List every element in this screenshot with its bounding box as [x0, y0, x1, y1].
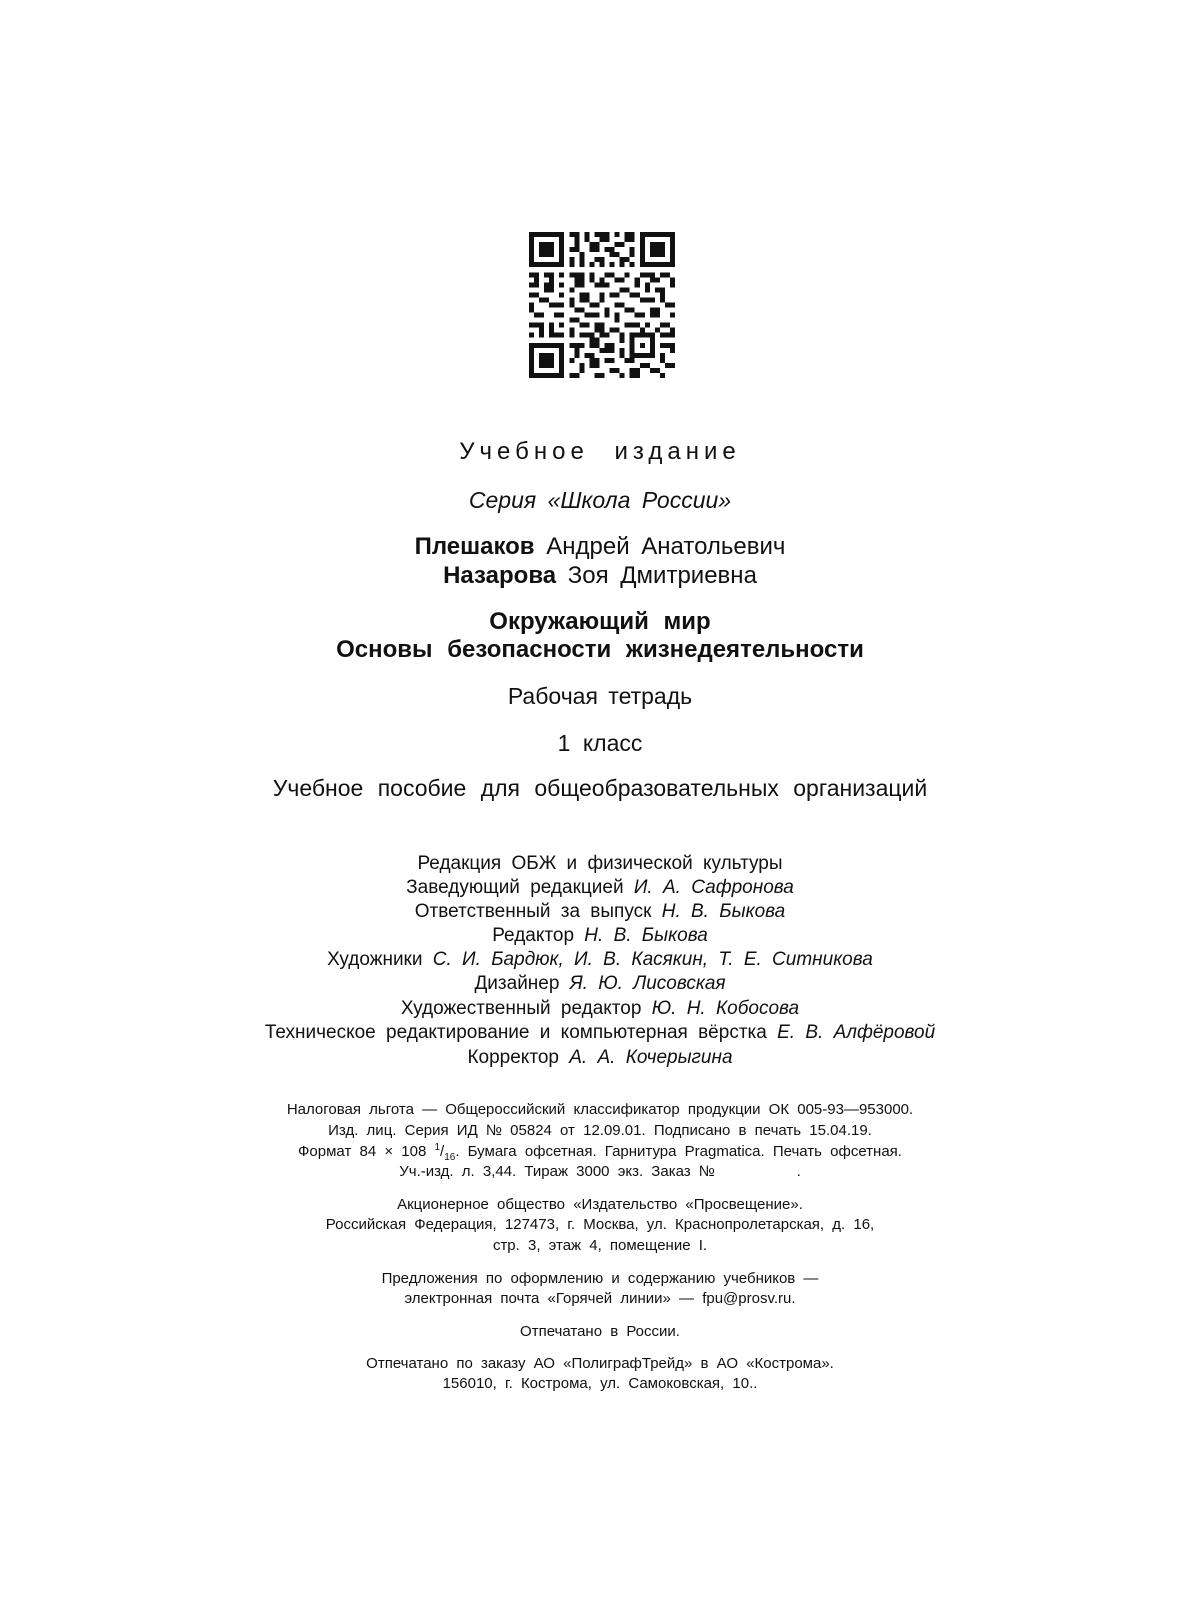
author-given-name: Зоя Дмитриевна — [567, 562, 757, 589]
staff-person: И. А. Сафронова — [633, 877, 794, 898]
author-given-name: Андрей Анатольевич — [546, 533, 786, 560]
format-prefix: Формат 84 × 108 — [298, 1143, 435, 1160]
staff-person: А. А. Кочерыгина — [569, 1047, 733, 1068]
publisher-address: Российская Федерация, 127473, г. Москва, ул. Краснопролетарская, д. 16, — [325, 1216, 875, 1233]
staff-person: Н. В. Быкова — [584, 925, 708, 946]
staff-line — [0, 1047, 1200, 1069]
grade-level: 1 класс — [557, 730, 643, 756]
format-line: Формат 84 × 108 $^1/_{16}$. Бумага офсетная. Гарнитура Pragmatica. Печать офсетная. — [298, 1142, 902, 1163]
publisher-name: Акционерное общество «Издательство «Просвещение». — [397, 1196, 803, 1213]
format-fraction-numerator: 1 — [434, 1142, 441, 1153]
staff-role: Заведующий редакцией — [406, 877, 624, 898]
book-title: Окружающий мир — [489, 608, 711, 635]
staff-line — [0, 973, 1200, 995]
tax-benefit-line: Налоговая льгота — Общероссийский классификатор продукции ОК 005-93—953000. — [286, 1101, 914, 1118]
staff-line — [0, 853, 1200, 875]
feedback-email-line: электронная почта «Горячей линии» — fpu@prosv.ru. — [404, 1290, 796, 1307]
staff-line — [0, 1022, 1200, 1044]
format-fraction-denominator: 16 — [444, 1152, 456, 1163]
staff-person: Я. Ю. Лисовская — [569, 973, 726, 994]
staff-line — [0, 998, 1200, 1020]
book-subtitle: Основы безопасности жизнедеятельности — [336, 636, 864, 663]
staff-line — [0, 949, 1200, 971]
staff-line — [0, 925, 1200, 947]
author-surname: Плешаков — [414, 533, 535, 560]
license-line: Изд. лиц. Серия ИД № 05824 от 12.09.01. Подписано в печать 15.04.19. — [328, 1122, 872, 1139]
qr-code — [529, 232, 675, 378]
author-1 — [0, 533, 1200, 561]
staff-person: С. И. Бардюк, И. В. Касякин, Т. Е. Ситникова — [432, 949, 873, 970]
qr-code-graphic — [529, 232, 675, 378]
book-purpose: Учебное пособие для общеобразовательных организаций — [272, 775, 928, 801]
print-run-line: Уч.-изд. л. 3,44. Тираж 3000 экз. Заказ № . — [399, 1163, 801, 1180]
staff-role: Техническое редактирование и компьютерная вёрстка — [264, 1022, 767, 1043]
book-type: Рабочая тетрадь — [507, 683, 693, 709]
format-suffix: . Бумага офсетная. Гарнитура Pragmatica. Печать офсетная. — [455, 1143, 902, 1160]
staff-line — [0, 877, 1200, 899]
printer-address: 156010, г. Кострома, ул. Самоковская, 10.. — [442, 1375, 758, 1392]
staff-role: Дизайнер — [474, 973, 560, 994]
feedback-line: Предложения по оформлению и содержанию учебников — — [381, 1270, 819, 1287]
staff-role: Ответственный за выпуск — [414, 901, 652, 922]
publisher-address-cont: стр. 3, этаж 4, помещение I. — [492, 1237, 708, 1254]
staff-person: Ю. Н. Кобосова — [651, 998, 800, 1019]
staff-line — [0, 901, 1200, 923]
staff-role: Корректор — [467, 1047, 559, 1068]
staff-role: Редактор — [492, 925, 575, 946]
staff-person: Е. В. Алфёровой — [777, 1022, 936, 1043]
series-name: Серия «Школа России» — [468, 487, 732, 513]
staff-person: Н. В. Быкова — [661, 901, 786, 922]
author-surname: Назарова — [443, 562, 557, 589]
staff-role: Художественный редактор — [400, 998, 642, 1019]
staff-role: Редакция ОБЖ и физической культуры — [417, 853, 783, 874]
staff-role: Художники — [327, 949, 423, 970]
author-2 — [0, 562, 1200, 590]
edition-label: Учебное издание — [459, 438, 741, 465]
printed-in-country: Отпечатано в России. — [520, 1323, 680, 1340]
printer-line: Отпечатано по заказу АО «ПолиграфТрейд» в АО «Кострома». — [366, 1355, 834, 1372]
